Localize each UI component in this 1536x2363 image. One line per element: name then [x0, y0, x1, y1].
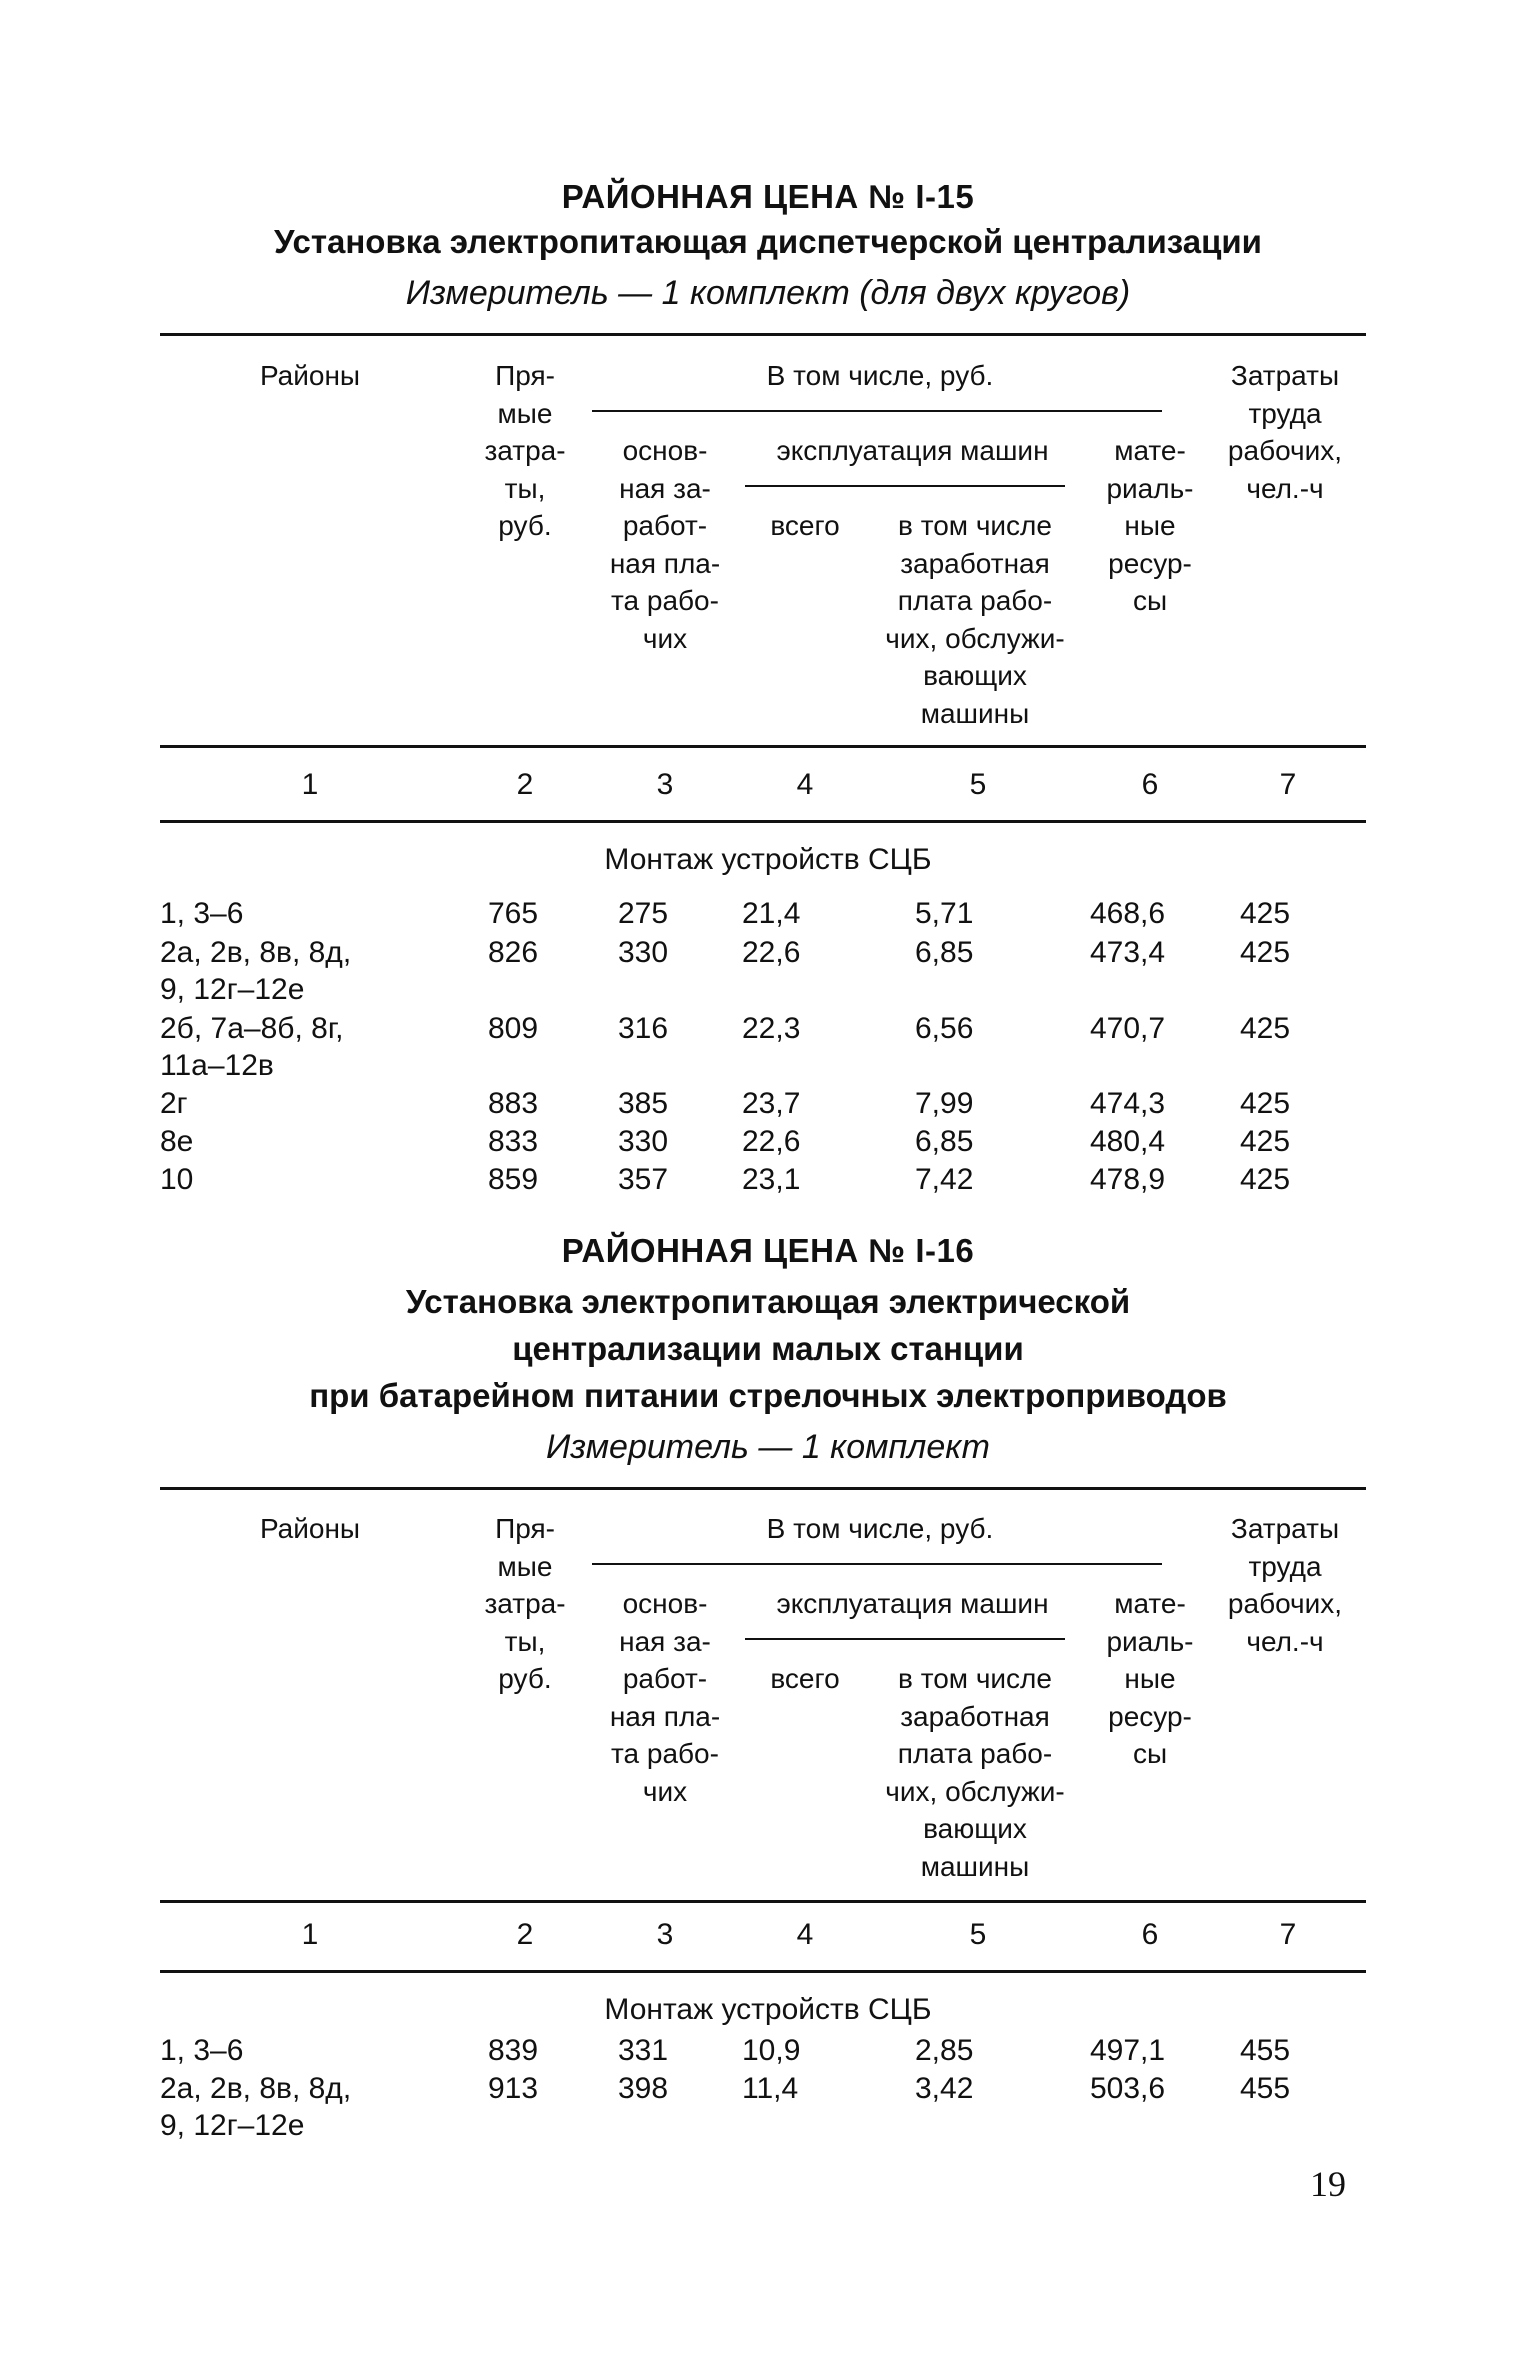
row-machine-wages: 2,85 — [915, 2034, 974, 2067]
column-number: 1 — [301, 1918, 319, 1951]
row-base-wages: 330 — [618, 1125, 669, 1158]
row-region: 10 — [160, 1163, 194, 1196]
group-title: Монтаж устройств СЦБ — [604, 1993, 932, 2026]
row-machine-total: 22,3 — [742, 1012, 801, 1045]
header-direct-costs: Пря- мые затра- ты, руб. — [484, 1513, 566, 1694]
row-machine-wages: 7,42 — [915, 1163, 974, 1196]
header-total: всего — [770, 1663, 840, 1694]
header-total: всего — [770, 510, 840, 541]
row-direct-costs: 913 — [488, 2072, 539, 2105]
header-regions: Районы — [259, 360, 361, 391]
row-region: 2г — [160, 1087, 188, 1120]
column-number: 7 — [1279, 1918, 1297, 1951]
header-direct-costs: Пря- мые затра- ты, руб. — [484, 360, 566, 541]
column-number: 6 — [1141, 768, 1159, 801]
row-machine-total: 11,4 — [742, 2072, 799, 2105]
row-labor: 425 — [1240, 1163, 1291, 1196]
row-base-wages: 330 — [618, 936, 669, 969]
row-machine-total: 23,1 — [742, 1163, 801, 1196]
header-materials: мате- риаль- ные ресур- сы — [1106, 435, 1194, 616]
header-including-rule — [592, 1563, 1162, 1565]
row-labor: 455 — [1240, 2034, 1291, 2067]
column-number: 5 — [969, 1918, 987, 1951]
section-title: при батарейном питании стрелочных электроприводов — [309, 1377, 1227, 1414]
row-machine-wages: 7,99 — [915, 1087, 974, 1120]
header-including-rule — [592, 410, 1162, 412]
column-number: 4 — [796, 1918, 814, 1951]
row-region: 2а, 2в, 8в, 8д, 9, 12г–12е — [160, 936, 352, 1006]
row-base-wages: 316 — [618, 1012, 669, 1045]
header-machine-operation: эксплуатация машин — [776, 435, 1049, 466]
row-direct-costs: 859 — [488, 1163, 539, 1196]
header-regions: Районы — [259, 1513, 361, 1544]
table-header-rule — [160, 1900, 1366, 1903]
header-machine-operation: эксплуатация машин — [776, 1588, 1049, 1619]
row-materials: 470,7 — [1090, 1012, 1166, 1045]
table-top-rule — [160, 333, 1366, 336]
row-region: 2а, 2в, 8в, 8д, 9, 12г–12е — [160, 2072, 352, 2142]
row-materials: 468,6 — [1090, 897, 1166, 930]
row-materials: 503,6 — [1090, 2072, 1166, 2105]
row-direct-costs: 833 — [488, 1125, 539, 1158]
row-machine-wages: 6,56 — [915, 1012, 974, 1045]
section-heading: РАЙОННАЯ ЦЕНА № I-16 — [561, 1232, 975, 1269]
section-title: централизации малых станции — [512, 1330, 1024, 1367]
row-direct-costs: 839 — [488, 2034, 539, 2067]
header-machine-rule — [745, 485, 1065, 487]
row-materials: 497,1 — [1090, 2034, 1166, 2067]
header-incl-wages: в том числе заработная плата рабо- чих, обслужи- вающих машины — [885, 510, 1065, 729]
row-base-wages: 357 — [618, 1163, 669, 1196]
row-base-wages: 331 — [618, 2034, 669, 2067]
column-number: 3 — [656, 768, 674, 801]
row-region: 1, 3–6 — [160, 2034, 244, 2067]
table-header-rule — [160, 745, 1366, 748]
header-base-wages: основ- ная за- работ- ная пла- та рабо- чих — [609, 1588, 721, 1807]
column-number: 5 — [969, 768, 987, 801]
section-heading: РАЙОННАЯ ЦЕНА № I-15 — [561, 178, 975, 215]
row-machine-wages: 5,71 — [915, 897, 974, 930]
header-including: В том числе, руб. — [766, 360, 994, 391]
row-direct-costs: 809 — [488, 1012, 539, 1045]
header-machine-rule — [745, 1638, 1065, 1640]
row-machine-total: 22,6 — [742, 936, 801, 969]
row-materials: 478,9 — [1090, 1163, 1166, 1196]
row-machine-wages: 6,85 — [915, 936, 974, 969]
section-title: Установка электропитающая диспетчерской централизации — [274, 223, 1262, 260]
row-region: 1, 3–6 — [160, 897, 244, 930]
column-number: 7 — [1279, 768, 1297, 801]
section-measure: Измеритель — 1 комплект (для двух кругов) — [405, 274, 1131, 312]
row-base-wages: 398 — [618, 2072, 669, 2105]
column-number: 2 — [516, 768, 534, 801]
column-number: 4 — [796, 768, 814, 801]
row-labor: 425 — [1240, 1087, 1291, 1120]
row-labor: 455 — [1240, 2072, 1291, 2105]
header-including: В том числе, руб. — [766, 1513, 994, 1544]
column-number: 3 — [656, 1918, 674, 1951]
group-title: Монтаж устройств СЦБ — [604, 843, 932, 876]
row-materials: 480,4 — [1090, 1125, 1166, 1158]
section-title: Установка электропитающая электрической — [405, 1283, 1131, 1320]
row-materials: 474,3 — [1090, 1087, 1166, 1120]
column-number: 1 — [301, 768, 319, 801]
table-colnum-rule — [160, 1970, 1366, 1973]
row-machine-total: 23,7 — [742, 1087, 801, 1120]
row-base-wages: 275 — [618, 897, 669, 930]
row-region: 2б, 7а–8б, 8г, 11а–12в — [160, 1012, 344, 1082]
header-base-wages: основ- ная за- работ- ная пла- та рабо- чих — [609, 435, 721, 654]
header-materials: мате- риаль- ные ресур- сы — [1106, 1588, 1194, 1769]
row-machine-total: 10,9 — [742, 2034, 801, 2067]
row-region: 8е — [160, 1125, 194, 1158]
row-machine-total: 22,6 — [742, 1125, 801, 1158]
table-top-rule — [160, 1487, 1366, 1490]
row-labor: 425 — [1240, 897, 1291, 930]
header-incl-wages: в том числе заработная плата рабо- чих, обслужи- вающих машины — [885, 1663, 1065, 1882]
page-number: 19 — [1310, 2164, 1346, 2204]
column-number: 2 — [516, 1918, 534, 1951]
row-direct-costs: 826 — [488, 936, 539, 969]
row-base-wages: 385 — [618, 1087, 669, 1120]
row-machine-total: 21,4 — [742, 897, 801, 930]
header-labor: Затраты труда рабочих, чел.-ч — [1227, 360, 1343, 504]
header-labor: Затраты труда рабочих, чел.-ч — [1227, 1513, 1343, 1657]
column-number: 6 — [1141, 1918, 1159, 1951]
row-labor: 425 — [1240, 936, 1291, 969]
row-materials: 473,4 — [1090, 936, 1166, 969]
section-measure: Измеритель — 1 комплект — [545, 1428, 990, 1466]
row-direct-costs: 765 — [488, 897, 539, 930]
row-machine-wages: 6,85 — [915, 1125, 974, 1158]
row-machine-wages: 3,42 — [915, 2072, 974, 2105]
table-colnum-rule — [160, 820, 1366, 823]
row-direct-costs: 883 — [488, 1087, 539, 1120]
row-labor: 425 — [1240, 1125, 1291, 1158]
row-labor: 425 — [1240, 1012, 1291, 1045]
